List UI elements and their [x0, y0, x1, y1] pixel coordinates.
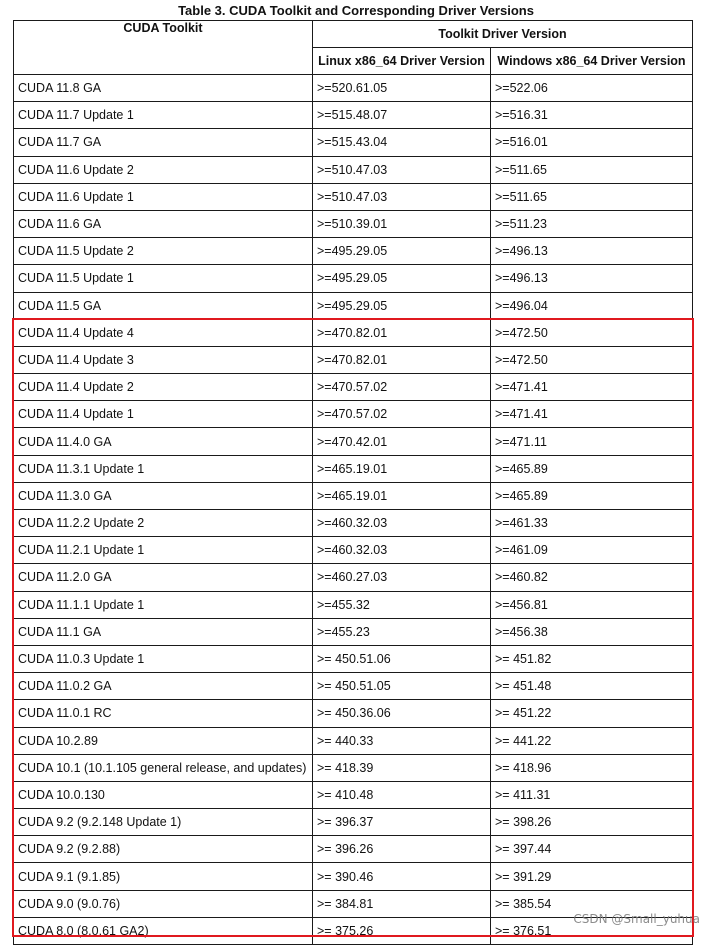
cell-windows-driver: >= 418.96 [491, 754, 693, 781]
cell-linux-driver: >=470.82.01 [313, 346, 491, 373]
cell-toolkit: CUDA 11.0.2 GA [14, 673, 313, 700]
cell-linux-driver: >= 450.36.06 [313, 700, 491, 727]
cell-linux-driver: >= 410.48 [313, 781, 491, 808]
cell-toolkit: CUDA 11.2.2 Update 2 [14, 510, 313, 537]
cell-windows-driver: >= 391.29 [491, 863, 693, 890]
table-row [14, 537, 693, 564]
header-windows-driver: Windows x86_64 Driver Version [491, 48, 693, 75]
cell-toolkit: CUDA 11.0.3 Update 1 [14, 645, 313, 672]
table-row [14, 781, 693, 808]
table-row [14, 754, 693, 781]
cell-linux-driver: >= 440.33 [313, 727, 491, 754]
cell-windows-driver: >=516.01 [491, 129, 693, 156]
cell-windows-driver: >= 411.31 [491, 781, 693, 808]
cell-windows-driver: >=516.31 [491, 102, 693, 129]
cell-toolkit: CUDA 11.4 Update 1 [14, 401, 313, 428]
cell-windows-driver: >= 376.51 [491, 917, 693, 944]
cell-linux-driver: >=465.19.01 [313, 482, 491, 509]
cell-linux-driver: >=460.27.03 [313, 564, 491, 591]
driver-version-table [13, 20, 693, 945]
cell-linux-driver: >=515.48.07 [313, 102, 491, 129]
cell-windows-driver: >=461.33 [491, 510, 693, 537]
cell-linux-driver: >=470.57.02 [313, 374, 491, 401]
table-row [14, 455, 693, 482]
cell-linux-driver: >=465.19.01 [313, 455, 491, 482]
table-row [14, 482, 693, 509]
header-toolkit-driver-version: Toolkit Driver Version [313, 21, 693, 48]
cell-linux-driver: >=470.42.01 [313, 428, 491, 455]
table-row [14, 292, 693, 319]
cell-toolkit: CUDA 9.2 (9.2.148 Update 1) [14, 809, 313, 836]
table-row [14, 102, 693, 129]
cell-linux-driver: >= 396.37 [313, 809, 491, 836]
table-row [14, 129, 693, 156]
table-row [14, 863, 693, 890]
cell-toolkit: CUDA 11.6 Update 2 [14, 156, 313, 183]
table-body [14, 75, 693, 945]
cell-linux-driver: >= 450.51.05 [313, 673, 491, 700]
cell-toolkit: CUDA 11.7 Update 1 [14, 102, 313, 129]
table-row [14, 346, 693, 373]
table-row [14, 210, 693, 237]
cell-toolkit: CUDA 11.7 GA [14, 129, 313, 156]
table-row [14, 510, 693, 537]
watermark: CSDN @Small_yuhua [573, 912, 700, 926]
cell-windows-driver: >=460.82 [491, 564, 693, 591]
cell-toolkit: CUDA 11.5 GA [14, 292, 313, 319]
table-row [14, 238, 693, 265]
cell-windows-driver: >=522.06 [491, 75, 693, 102]
table-row [14, 156, 693, 183]
table-row [14, 700, 693, 727]
cell-windows-driver: >= 398.26 [491, 809, 693, 836]
cell-linux-driver: >=510.47.03 [313, 156, 491, 183]
cell-toolkit: CUDA 11.4.0 GA [14, 428, 313, 455]
table-row [14, 183, 693, 210]
table-row [14, 401, 693, 428]
cell-windows-driver: >=511.65 [491, 156, 693, 183]
cell-linux-driver: >=470.57.02 [313, 401, 491, 428]
cell-toolkit: CUDA 9.0 (9.0.76) [14, 890, 313, 917]
cell-windows-driver: >=511.23 [491, 210, 693, 237]
cell-linux-driver: >= 375.26 [313, 917, 491, 944]
header-cuda-toolkit: CUDA Toolkit [14, 21, 313, 75]
cell-windows-driver: >=496.13 [491, 265, 693, 292]
cell-linux-driver: >=510.39.01 [313, 210, 491, 237]
cell-toolkit: CUDA 11.1 GA [14, 618, 313, 645]
cell-toolkit: CUDA 11.8 GA [14, 75, 313, 102]
cell-windows-driver: >=456.81 [491, 591, 693, 618]
table-row [14, 591, 693, 618]
cell-windows-driver: >= 451.82 [491, 645, 693, 672]
table-row [14, 265, 693, 292]
cell-toolkit: CUDA 11.4 Update 3 [14, 346, 313, 373]
cell-windows-driver: >=471.41 [491, 374, 693, 401]
cell-linux-driver: >=460.32.03 [313, 510, 491, 537]
cell-toolkit: CUDA 11.5 Update 1 [14, 265, 313, 292]
cell-windows-driver: >=496.04 [491, 292, 693, 319]
cell-windows-driver: >=471.41 [491, 401, 693, 428]
cell-linux-driver: >= 418.39 [313, 754, 491, 781]
table-row [14, 319, 693, 346]
cell-linux-driver: >=495.29.05 [313, 292, 491, 319]
cell-windows-driver: >= 441.22 [491, 727, 693, 754]
header-linux-driver: Linux x86_64 Driver Version [313, 48, 491, 75]
cell-linux-driver: >= 396.26 [313, 836, 491, 863]
cell-windows-driver: >=472.50 [491, 319, 693, 346]
cell-windows-driver: >=461.09 [491, 537, 693, 564]
cell-linux-driver: >=515.43.04 [313, 129, 491, 156]
table-row [14, 727, 693, 754]
cell-toolkit: CUDA 11.2.0 GA [14, 564, 313, 591]
cell-windows-driver: >= 385.54 [491, 890, 693, 917]
cell-windows-driver: >=496.13 [491, 238, 693, 265]
cell-linux-driver: >=520.61.05 [313, 75, 491, 102]
cell-linux-driver: >= 450.51.06 [313, 645, 491, 672]
cell-toolkit: CUDA 9.2 (9.2.88) [14, 836, 313, 863]
cell-windows-driver: >= 451.22 [491, 700, 693, 727]
table-row [14, 75, 693, 102]
cell-linux-driver: >=460.32.03 [313, 537, 491, 564]
cell-toolkit: CUDA 11.1.1 Update 1 [14, 591, 313, 618]
cell-toolkit: CUDA 11.4 Update 2 [14, 374, 313, 401]
table-row [14, 673, 693, 700]
cell-toolkit: CUDA 10.0.130 [14, 781, 313, 808]
cell-toolkit: CUDA 10.1 (10.1.105 general release, and updates) [14, 754, 313, 781]
table-row [14, 645, 693, 672]
cell-toolkit: CUDA 8.0 (8.0.61 GA2) [14, 917, 313, 944]
cell-windows-driver: >=472.50 [491, 346, 693, 373]
cell-toolkit: CUDA 11.4 Update 4 [14, 319, 313, 346]
cell-toolkit: CUDA 11.5 Update 2 [14, 238, 313, 265]
table-caption: Table 3. CUDA Toolkit and Corresponding Driver Versions [178, 3, 534, 18]
cell-windows-driver: >= 451.48 [491, 673, 693, 700]
table-row [14, 428, 693, 455]
cell-linux-driver: >=510.47.03 [313, 183, 491, 210]
cell-linux-driver: >=455.23 [313, 618, 491, 645]
cell-toolkit: CUDA 11.2.1 Update 1 [14, 537, 313, 564]
table-row [14, 809, 693, 836]
cell-windows-driver: >=511.65 [491, 183, 693, 210]
cell-toolkit: CUDA 11.3.0 GA [14, 482, 313, 509]
cell-linux-driver: >=470.82.01 [313, 319, 491, 346]
cell-linux-driver: >=455.32 [313, 591, 491, 618]
cell-toolkit: CUDA 10.2.89 [14, 727, 313, 754]
table-row [14, 374, 693, 401]
cell-linux-driver: >= 384.81 [313, 890, 491, 917]
cell-windows-driver: >= 397.44 [491, 836, 693, 863]
cell-windows-driver: >=465.89 [491, 455, 693, 482]
cell-windows-driver: >=465.89 [491, 482, 693, 509]
cell-toolkit: CUDA 11.3.1 Update 1 [14, 455, 313, 482]
cell-toolkit: CUDA 9.1 (9.1.85) [14, 863, 313, 890]
cell-windows-driver: >=471.11 [491, 428, 693, 455]
cell-linux-driver: >=495.29.05 [313, 238, 491, 265]
cell-linux-driver: >=495.29.05 [313, 265, 491, 292]
table-row [14, 836, 693, 863]
table-row [14, 564, 693, 591]
cell-toolkit: CUDA 11.6 Update 1 [14, 183, 313, 210]
cell-toolkit: CUDA 11.0.1 RC [14, 700, 313, 727]
cell-linux-driver: >= 390.46 [313, 863, 491, 890]
cell-toolkit: CUDA 11.6 GA [14, 210, 313, 237]
table-row [14, 618, 693, 645]
cell-windows-driver: >=456.38 [491, 618, 693, 645]
